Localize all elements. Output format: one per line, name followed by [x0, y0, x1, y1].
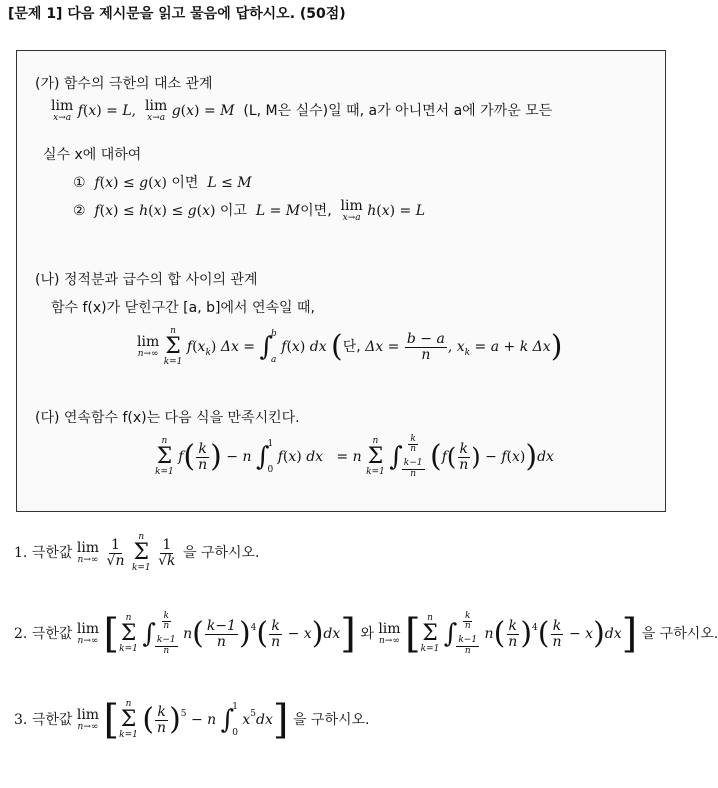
q3-suffix: 을 구하시오. [292, 712, 370, 728]
q3-number: 3. [14, 712, 28, 728]
q1-number: 1. [14, 545, 28, 561]
sum-symbol: n Σ k=1 [163, 326, 183, 367]
riemann-formula: lim n→∞ n Σ k=1 $f(x_k) \Delta x$ = ∫ b a f(x) dx (단, Δx = $\frac{b - a}{n}$ , $x_k = a + k$ Δx) [137, 326, 563, 367]
sum-symbol-da-2: n Σ k=1 [366, 436, 385, 477]
q1-suffix: 을 구하시오. [182, 545, 260, 561]
dan-text: 단, [342, 339, 361, 355]
limit-f: lim x→a [51, 98, 74, 123]
limit-g: lim x→a [145, 98, 168, 123]
item-2: ② f(x) ≤ h(x) ≤ g(x) 이고 L = M이면, lim x→a h(x) = L [73, 198, 426, 223]
section-ga-label: (가) 함수의 극한의 대소 관계 [35, 76, 213, 92]
section-na-desc: 함수 f(x)가 닫힌구간 [a, b]에서 연속일 때, [51, 300, 315, 316]
section-ga-condition: lim x→a f(x) = L, lim x→a g(x) = M (L, M은 실수)일 때, a가 아니면서 a에 가까운 모든 [51, 98, 553, 123]
q2-number: 2. [14, 626, 28, 642]
question-3: 3. 극한값 lim n→∞ [ n Σ k=1 ( $\frac{k}{n}$ )$^5$ − n ∫ 1 0 $x^5dx$] 을 구하시오. [14, 697, 370, 743]
condition-text-2: 실수 x에 대하여 [43, 147, 142, 163]
q1-prefix: 극한값 [31, 545, 73, 561]
item-2-text-2: 이면, [300, 203, 332, 219]
sum-symbol-da: n Σ k=1 [155, 436, 174, 477]
integral-k: ∫ $\frac{k}{n}$ $\frac{k-1}{n}$ [389, 434, 423, 479]
question-2: 2. 극한값 lim n→∞ [ n Σ k=1 ∫ $\frac{k}{n}$ $\frac{k-1}{n}$ n( $\frac{k-1}{n}$ )$^4$( $\frac{k}{n}$ − x)dx] 와 lim n→∞ [ n Σ k=1 ∫ $\frac{k}{n}$ $\frac{k-1}{n}$ n( $\frac{k}{n}$ )$^4$( $\frac{k}{n}$ − x)dx] 을 구하시오. [14, 611, 718, 657]
limit-h: lim x→a [340, 198, 363, 223]
k-over-n: $\frac{k}{n}$ [198, 440, 208, 473]
item-2-text: 이고 [219, 203, 247, 219]
section-na-label: (나) 정적분과 급수의 합 사이의 관계 [35, 272, 258, 288]
item-1-mark: ① [73, 175, 86, 191]
q2-prefix: 극한값 [31, 626, 73, 642]
passage-box [16, 50, 666, 512]
q2-mid: 와 [360, 626, 374, 642]
integral-0-1: ∫ 1 0 [255, 439, 274, 475]
q3-prefix: 극한값 [31, 712, 73, 728]
condition-text: (L, M은 실수)일 때, a가 아니면서 a에 가까운 모든 [243, 103, 553, 119]
problem-title: [문제 1] 다음 제시문을 읽고 물음에 답하시오. (50점) [8, 6, 346, 22]
integral-symbol: ∫ b a [259, 329, 277, 365]
section-da-label: (다) 연속함수 f(x)는 다음 식을 만족시킨다. [35, 410, 300, 426]
item-2-mark: ② [73, 203, 86, 219]
limit-n: lim n→∞ [137, 334, 160, 359]
item-1-text: 이면 [171, 175, 199, 191]
da-formula: n Σ k=1 f( $\frac{k}{n}$ ) − n ∫ 1 0 f(x) dx = n n Σ k=1 ∫ $\frac{k}{n}$ $\frac{k-1}{n}$ (f( $\frac{k}{n}$ ) − f(x))dx [155, 434, 554, 479]
q2-suffix: 을 구하시오. [641, 626, 718, 642]
item-1: ① f(x) ≤ g(x) 이면 L ≤ M [73, 175, 252, 191]
delta-fraction: $\frac{b - a}{n}$ [406, 330, 445, 363]
question-1: 1. 극한값 lim n→∞ $\frac{1}{√n}$ n Σ k=1 $\frac{1}{√k}$ 을 구하시오. [14, 532, 260, 573]
